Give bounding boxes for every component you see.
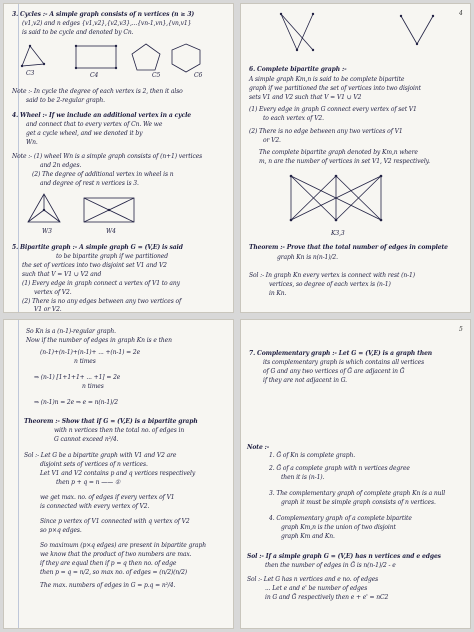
text-line: is said to be cycle and denoted by Cn.: [22, 29, 134, 36]
text-line: Sol :- If a simple graph G = (V,E) has n vertices and e edges: [247, 553, 441, 560]
text-line: with n vertices then the total no. of edges in: [54, 427, 185, 434]
figure-label: K3,3: [331, 230, 345, 237]
equation-line: (n-1)+(n-1)+(n-1)+ ... +(n-1) = 2e: [40, 349, 141, 356]
text-line: Sol :- Let G has n vertices and e no. of edges: [247, 576, 379, 583]
text-line: (2) There is no edge between any two vertices of V1: [249, 128, 403, 135]
text-line: the set of vertices into two disjoint set V1 and V2: [22, 262, 167, 269]
text-line: its complementary graph is which contains all vertices: [263, 359, 425, 366]
cycle-c6: [172, 44, 200, 72]
text-line: graph it must be simple graph consists of n vertices.: [281, 499, 436, 506]
text-line: Since p vertex of V1 connected with q vertex of V2: [40, 518, 190, 525]
text-line: ... Let e and e' be number of edges: [265, 585, 368, 592]
figure-label: C6: [194, 72, 203, 79]
text-line: get a cycle wheel, and we denoted it by: [26, 130, 143, 137]
text-line: Wn.: [26, 139, 38, 146]
text-line: 4. Wheel :- If we include an additional vertex in a cycle: [12, 112, 192, 119]
text-line: Now if the number of edges in graph Kn is e then: [26, 337, 172, 344]
text-line: sets V1 and V2 such that V = V1 ∪ V2: [249, 94, 362, 101]
cycle-figures: [18, 42, 218, 84]
text-line: Let V1 and V2 contains p and q vertices respectively: [40, 470, 196, 477]
figure-label: C4: [90, 72, 99, 79]
text-line: 1. Ḡ of Kn is complete graph.: [269, 452, 356, 459]
text-line: to be bipartite graph if we partitioned: [56, 253, 168, 260]
text-line: So Kn is a (n-1)-regular graph.: [26, 328, 116, 335]
text-line: graph if we partitioned the set of vertices into two disjoint: [249, 85, 421, 92]
text-line: A simple graph Km,n is said to be complete bipartite: [249, 76, 405, 83]
text-line: 4. Complementary graph of a complete bipartite: [269, 515, 412, 522]
text-line: Note :- In cycle the degree of each vertex is 2, then it also: [12, 88, 183, 95]
top-graph-figures: [271, 10, 451, 62]
text-line: 2. Ḡ of a complete graph with n vertices degree: [269, 465, 410, 472]
text-line: graph Km,n is the union of two disjoint: [281, 524, 396, 531]
text-line: (1) Every edge in graph connect a vertex of V1 to any: [22, 280, 180, 287]
text-line: such that V = V1 ∪ V2 and: [22, 271, 102, 278]
text-line: (1) Every edge in graph G connect every vertex of set V1: [249, 106, 417, 113]
text-line: 6. Complete bipartite graph :-: [249, 66, 347, 73]
text-line: 3. Cycles :- A simple graph consists of n vertices (n ≥ 3): [12, 11, 195, 18]
text-line: G cannot exceed n²/4.: [54, 436, 119, 443]
figure-label: C5: [152, 72, 161, 79]
text-line: or V2.: [263, 137, 281, 144]
equation-note: n times: [74, 358, 96, 365]
text-line: then p + q = n —— ①: [56, 479, 121, 486]
equation-note: n times: [82, 383, 104, 390]
text-line: in G and Ḡ respectively then e + e' = nC2: [265, 594, 389, 601]
equation-line: ⇒ (n-1)n = 2e ⇒ e = n(n-1)/2: [34, 399, 118, 406]
text-line: 7. Complementary graph :- Let G = (V,E) is a graph then: [249, 350, 433, 357]
k33-figure: [281, 170, 401, 228]
text-line: 5. Bipartite graph :- A simple graph G = (V,E) is said: [12, 244, 183, 251]
text-line: V1 or V2.: [34, 306, 62, 313]
text-line: so p×q edges.: [40, 527, 82, 534]
margin-line: [18, 320, 19, 629]
text-line: of G and any two vertices of Ḡ are adjacent in Ḡ: [263, 368, 405, 375]
text-line: (2) The degree of additional vertex in wheel is n: [32, 171, 174, 178]
text-line: 3. The complementary graph of complete graph Kn is a null: [269, 490, 446, 497]
cycle-c3: [22, 46, 44, 66]
notebook-page-4: [240, 319, 471, 629]
text-line: Note :-: [247, 444, 270, 451]
text-line: (2) There is no any edges between any two vertices of: [22, 298, 182, 305]
text-line: and 2n edges.: [40, 162, 82, 169]
text-line: vertices, so degree of each vertex is (n-1): [269, 281, 391, 288]
text-line: is connected with every vertex of V2.: [40, 503, 150, 510]
text-line: then it is (n-1).: [281, 474, 325, 481]
text-line: said to be 2-regular graph.: [26, 97, 105, 104]
text-line: vertex of V2.: [34, 289, 72, 296]
notebook-page-1: [3, 3, 234, 313]
notebook-page-2: [240, 3, 471, 313]
text-line: Theorem :- Prove that the total number of edges in complete: [249, 244, 448, 251]
figure-label: W3: [42, 228, 52, 235]
text-line: graph Km and Kn.: [281, 533, 335, 540]
page-number: 5: [459, 326, 463, 333]
text-line: Sol :- In graph Kn every vertex is connect with rest (n-1): [249, 272, 415, 279]
text-line: and connect that to every vertex of Cn. We we: [26, 121, 163, 128]
text-line: graph Kn is n(n-1)/2.: [277, 254, 338, 261]
notebook-page-3: [3, 319, 234, 629]
text-line: if they are equal then if p = q then no. of edge: [40, 560, 177, 567]
text-line: Theorem :- Show that if G = (V,E) is a bipartite graph: [24, 418, 198, 425]
text-line: m, n are the number of vertices in set V1, V2 respectively.: [259, 158, 430, 165]
text-line: The complete bipartite graph denoted by Km,n where: [259, 149, 418, 156]
cycle-c4: [76, 46, 116, 68]
page-number: 4: [459, 10, 463, 17]
text-line: in Kn.: [269, 290, 287, 297]
text-line: Sol :- Let G be a bipartite graph with V1 and V2 are: [24, 452, 177, 459]
text-line: then p = q = n/2, so max no. of edges = (n/2)(n/2): [40, 569, 188, 576]
text-line: to each vertex of V2.: [263, 115, 324, 122]
text-line: The max. numbers of edges in G = p.q = n²/4.: [40, 582, 176, 589]
text-line: disjoint sets of vertices of n vertices.: [40, 461, 148, 468]
text-line: we know that the product of two numbers are max.: [40, 551, 192, 558]
text-line: and degree of rest n vertices is 3.: [40, 180, 139, 187]
text-line: (v1,v2) and n edges {v1,v2},{v2,v3},...{vn-1,vn},{vn,v1}: [22, 20, 192, 27]
figure-label: C3: [26, 70, 35, 77]
text-line: then the number of edges in Ḡ is n(n-1)/2 - e: [265, 562, 396, 569]
text-line: we get max. no. of edges if every vertex of V1: [40, 494, 175, 501]
text-line: Note :- (1) wheel Wn is a simple graph consists of (n+1) vertices: [12, 153, 203, 160]
figure-label: W4: [106, 228, 116, 235]
text-line: if they are not adjacent in G.: [263, 377, 347, 384]
equation-line: ⇒ (n-1) [1+1+1+ ... +1] = 2e: [34, 374, 121, 381]
cycle-c5: [132, 44, 160, 70]
text-line: So maximum (p×q edges) are present in bipartite graph: [40, 542, 207, 549]
